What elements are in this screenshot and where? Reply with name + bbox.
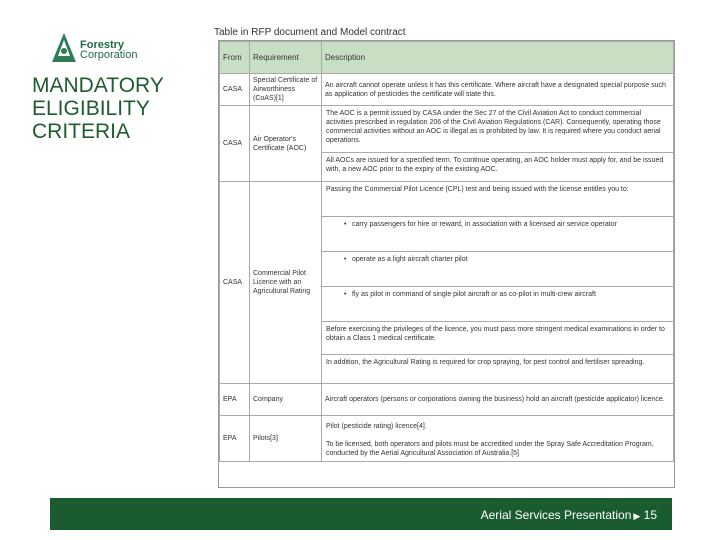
presentation-title: Aerial Services Presentation — [480, 508, 632, 522]
tree-logo-icon — [50, 32, 78, 66]
table-header-row — [220, 42, 674, 74]
heading-line: ELIGIBILITY — [32, 97, 150, 120]
logo-line-2: Corporation — [80, 49, 138, 61]
cell-from: EPA — [220, 384, 250, 416]
header-requirement: Requirement — [250, 42, 322, 74]
heading-line: CRITERIA — [32, 120, 131, 143]
cell-requirement: Commercial Pilot Licence with an Agricultural Rating — [250, 182, 322, 384]
play-arrow-icon: ▶ — [633, 511, 641, 521]
cell-requirement: Pilots[3] — [250, 416, 322, 462]
logo-line-1: Forestry — [80, 39, 125, 51]
slide-heading — [32, 74, 164, 143]
description-text: The AOC is a permit issued by CASA under the Sec 27 of the Civil Aviation Act to conduct commercial activities prescribed in regulation 206 of the Civil Aviation Regulations (CAR). Consequently, operating those commercial activities without an AOC is illegal as is prohibited by law. It is required where you conduct aerial operations. — [322, 106, 673, 153]
table-row — [220, 384, 674, 416]
forestry-corporation-logo — [50, 30, 160, 70]
table-row — [220, 106, 674, 182]
footer-text — [481, 508, 657, 522]
table-row — [220, 182, 674, 384]
header-description: Description — [322, 42, 674, 74]
description-text: To be licensed, both operators and pilots must be accredited under the Spray Safe Accreditation Program, conducted by the Aerial Agricultural Association of Australia.[5] — [326, 441, 654, 457]
eligibility-table — [218, 40, 675, 488]
table-row — [220, 416, 674, 462]
cell-from: CASA — [220, 74, 250, 106]
description-text: Before exercising the privileges of the licence, you must pass more stringent medical examinations in order to obtain a Class 1 medical certificate. — [322, 322, 673, 355]
cell-from: CASA — [220, 106, 250, 182]
cell-description — [322, 416, 674, 462]
page-number: 15 — [643, 508, 657, 522]
cell-description — [322, 74, 674, 106]
table-row — [220, 74, 674, 106]
header-from: From — [220, 42, 250, 74]
cell-requirement: Special Certificate of Airworthiness (CoAS)[1] — [250, 74, 322, 106]
list-item: • fly as pilot in command of single pilot aircraft or as co-pilot in multi-crew aircraft — [322, 287, 673, 322]
cell-description — [322, 106, 674, 182]
cell-from: CASA — [220, 182, 250, 384]
cell-description — [322, 384, 674, 416]
description-text: Aircraft operators (persons or corporations owning the business) hold an aircraft (pesticide applicator) licence. — [325, 396, 665, 403]
cell-requirement: Air Operator's Certificate (AOC) — [250, 106, 322, 182]
cell-requirement: Company — [250, 384, 322, 416]
description-text: Passing the Commercial Pilot Licence (CPL) test and being issued with the license entitles you to: — [322, 182, 673, 217]
list-item: • operate as a light aircraft charter pilot — [322, 252, 673, 287]
description-text: Pilot (pesticide rating) licence[4]. — [326, 423, 427, 430]
cell-description — [322, 182, 674, 384]
footer-bar — [50, 498, 672, 530]
description-text: An aircraft cannot operate unless it has this certificate. Where aircraft have a designated special purpose such as application of pesticides the certificate will state this. — [325, 81, 666, 98]
description-text: In addition, the Agricultural Rating is required for crop spraying, for pest control and fertiliser spreading. — [326, 359, 645, 366]
table-caption: Table in RFP document and Model contract — [214, 27, 406, 38]
heading-line: MANDATORY — [32, 74, 164, 97]
cell-from: EPA — [220, 416, 250, 462]
description-text: All AOCs are issued for a specified term. To continue operating, an AOC holder must apply for, and be issued with, a new AOC prior to the expiry of the existing AOC. — [326, 157, 664, 173]
list-item: • carry passengers for hire or reward, in association with a licensed air service operator — [322, 217, 673, 252]
